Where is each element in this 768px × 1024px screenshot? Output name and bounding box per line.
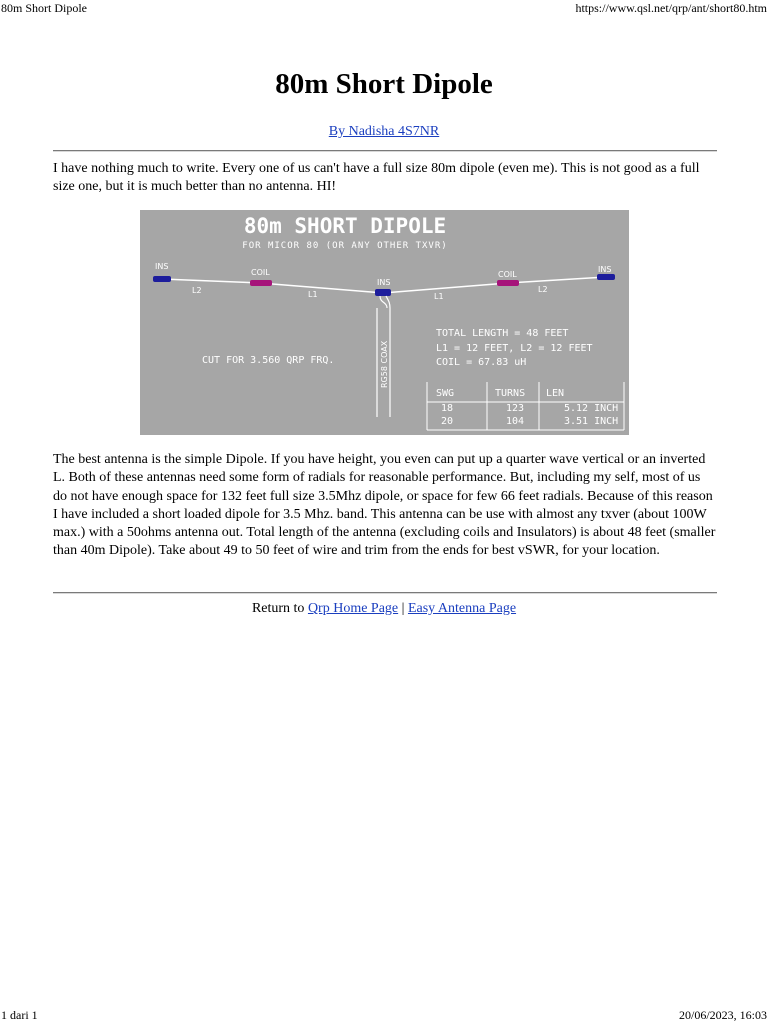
article-title: 80m Short Dipole — [275, 68, 493, 100]
table-header-turns: TURNS — [495, 388, 526, 399]
insulator-right — [597, 274, 615, 280]
qrp-home-link[interactable]: Qrp Home Page — [307, 601, 399, 616]
table-cell: 18 — [441, 403, 454, 414]
l2-label-left: L2 — [192, 286, 202, 295]
table-cell: 20 — [441, 416, 454, 427]
coil-left — [250, 280, 272, 286]
antenna-diagram — [140, 210, 629, 435]
spec-coil: COIL = 67.83 uH — [436, 357, 527, 368]
insulator-center — [375, 289, 391, 296]
author-link[interactable]: By Nadisha 4S7NR — [328, 124, 440, 139]
page-url: https://www.qsl.net/qrp/ant/short80.htm — [575, 1, 767, 15]
intro-paragraph: I have nothing much to write. Every one of us can't have a full size 80m dipole (even me). This is not good as a full size one, but it is much better than no antenna. HI! — [53, 161, 700, 195]
table-header-swg: SWG — [436, 388, 455, 399]
table-cell: 5.12 INCH — [564, 403, 619, 414]
ins-label-right: INS — [598, 265, 612, 274]
l1-label-left: L1 — [308, 290, 318, 299]
insulator-left — [153, 276, 171, 282]
coax-label: RG58 COAX — [380, 340, 389, 388]
easy-antenna-link[interactable]: Easy Antenna Page — [407, 601, 517, 616]
page-title-header: 80m Short Dipole — [1, 1, 87, 15]
coil-label-left: COIL — [251, 268, 270, 277]
spec-total: TOTAL LENGTH = 48 FEET — [436, 328, 569, 339]
l1-label-right: L1 — [434, 292, 444, 301]
coil-right — [497, 280, 519, 286]
l2-label-right: L2 — [538, 285, 548, 294]
ins-label-center: INS — [377, 278, 391, 287]
divider-bottom — [53, 592, 717, 594]
print-timestamp: 20/06/2023, 16:03 — [678, 1008, 767, 1022]
ins-label-left: INS — [155, 262, 169, 271]
byline — [0, 124, 768, 140]
body-paragraph: The best antenna is the simple Dipole. If you have height, you even can put up a quarter wave vertical or an inverted L. Both of these antennas need some form of radials for reasonable performance. But, including my self, most of us do not have enough space for 132 feet full size 3.5Mhz dipole, or space for few 66 feet radials. Because of this reason I have included a short loaded dipole for 3.5 Mhz. band. This antenna can be use with almost any txver (about 100W max.) with a 50ohms antenna out. Total length of the antenna (excluding coils and Insulators) is about 48 feet (smaller than 40m Dipole). Take about 49 to 50 feet of wire and trim from the ends for best vSWR, for your location. — [53, 452, 716, 559]
diagram-title: 80m SHORT DIPOLE — [243, 214, 447, 238]
divider-top — [53, 150, 717, 152]
page-count: 1 dari 1 — [1, 1008, 38, 1022]
spec-lengths: L1 = 12 FEET, L2 = 12 FEET — [436, 343, 593, 354]
table-cell: 3.51 INCH — [564, 416, 619, 427]
cut-note: CUT FOR 3.560 QRP FRQ. — [202, 355, 335, 366]
coil-label-right: COIL — [498, 270, 517, 279]
diagram-subtitle: FOR MICOR 80 (OR ANY OTHER TXVR) — [242, 241, 448, 251]
link-separator: | — [401, 601, 405, 616]
table-cell: 104 — [506, 416, 525, 427]
table-cell: 123 — [506, 403, 525, 414]
table-header-len: LEN — [546, 388, 565, 399]
return-prefix: Return to — [251, 601, 305, 616]
return-links — [0, 601, 768, 617]
